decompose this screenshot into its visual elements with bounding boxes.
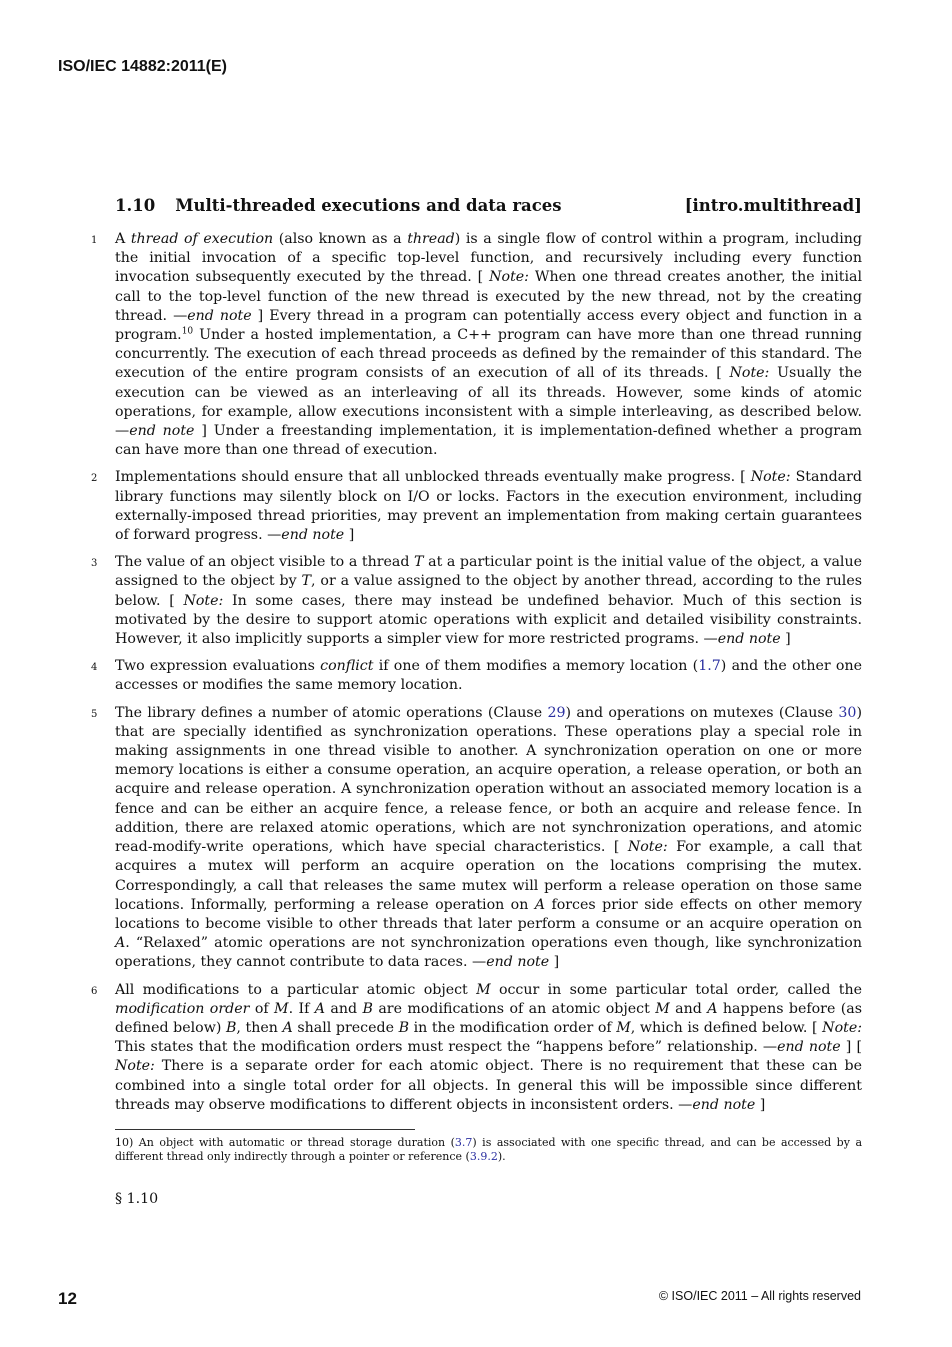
paragraph-4: 4 Two expression evaluations conflict if one of them modifies a memory location (1.7) and the other one accesses or modifies the same memory location.: [91, 658, 863, 694]
ref-link[interactable]: 3.7: [454, 1135, 473, 1149]
section-heading: [115, 196, 862, 215]
footnote-rule: [115, 1129, 415, 1130]
ref-link[interactable]: 1.7: [698, 658, 721, 675]
section-body: [91, 230, 863, 1165]
section-number: 1.10: [115, 196, 156, 215]
paragraph-number: 5: [91, 708, 98, 720]
section-title: Multi-threaded executions and data races: [175, 196, 562, 215]
paragraph-number: 1: [91, 235, 98, 246]
paragraph-number: 4: [91, 662, 98, 674]
paragraph-number: 3: [91, 558, 98, 570]
paragraph-3: 3 The value of an object visible to a thread T at a particular point is the initial value of the object, a value assigned to the object by T, or a value assigned to the object by another thread, according to the rules below. [ Note: In some cases, there may instead be undefined behavior. Much of this section is motivated by the desire to support atomic operations with explicit and detailed visibility constraints. However, it also implicitly supports a simpler view for more restricted programs. —end note ]: [91, 554, 862, 648]
paragraph-6: 6 All modifications to a particular atomic object M occur in some particular total order, called the modification order of M. If A and B are modifications of an atomic object M and A happens before (as defined below) B, then A shall precede B in the modification order of M, which is defined below. [ Note: This states that the modification orders must respect the “happens before” relationship. —end note ] [ Note: There is a separate order for each atomic object. There is no requirement that these can be combined into a single total order for all objects. In general this will be impossible since different threads may observe modifications to different objects in inconsistent orders. —end note ]: [91, 981, 863, 1113]
paragraph-number: 6: [91, 985, 98, 997]
document-id-header: ISO/IEC 14882:2011(E): [58, 58, 227, 75]
page-number: 12: [58, 1289, 77, 1308]
footnote-number: 10: [115, 1135, 129, 1149]
copyright-notice: © ISO/IEC 2011 – All rights reserved: [658, 1289, 861, 1303]
section-tag: [intro.multithread]: [684, 196, 862, 215]
ref-link[interactable]: 3.9.2: [469, 1150, 498, 1164]
paragraph-5: 5 The library defines a number of atomic operations (Clause 29) and operations on mutexes (Clause 30) that are specially identified as synchronization operations. These operations play a special role in making assignments in one thread visible to another. A synchronization operation on one or more memory locations is either a consume operation, an acquire operation, a release operation, or both an acquire and release operation. A synchronization operation without an associated memory location is a fence and can be either an acquire fence, a release fence, or both an acquire and release fence. In addition, there are relaxed atomic operations, which are not synchronization operations, and atomic read-modify-write operations, which have special characteristics. [ Note: For example, a call that acquires a mutex will perform an acquire operation on the locations comprising the mutex. Correspondingly, a call that releases the same mutex will perform a release operation on those same locations. Informally, performing a release operation on A forces prior side effects on other memory locations to become visible to other threads that later perform a consume or an acquire operation on A. “Relaxed” atomic operations are not synchronization operations even though, like synchronization operations, they cannot contribute to data races. —end note ]: [91, 704, 862, 971]
footer-section-ref: § 1.10: [115, 1191, 159, 1207]
ref-link[interactable]: 30: [838, 704, 857, 721]
paragraph-number: 2: [91, 473, 98, 485]
ref-link[interactable]: 29: [547, 704, 566, 721]
footnote-marker: 10: [181, 326, 194, 337]
footnote-10: 10) An object with automatic or thread storage duration (3.7) is associated with one specific thread, and can be accessed by a different thread only indirectly through a pointer or reference (3.9.2).: [115, 1135, 862, 1164]
paragraph-1: 1 A thread of execution (also known as a thread) is a single flow of control within a program, including the initial invocation of a specific top-level function, and recursively including every function invocation subsequently executed by the thread. [ Note: When one thread creates another, the initial call to the top-level function of the new thread is executed by the new thread, not by the creating thread. —end note ] Every thread in a program can potentially access every object and function in a program.$^{10}$ Under a hosted implementation, a C++ program can have more than one thread running concurrently. The execution of each thread proceeds as defined by the remainder of this standard. The execution of the entire program consists of an execution of all of its threads. [ Note: Usually the execution can be viewed as an interleaving of all its threads. However, some kinds of atomic operations, for example, allow executions inconsistent with a simple interleaving, as described below. —end note ] Under a freestanding implementation, it is implementation-defined whether a program can have more than one thread of execution.: [91, 231, 863, 459]
paragraph-2: 2 Implementations should ensure that all unblocked threads eventually make progress. [ Note: Standard library functions may silently block on I/O or locks. Factors in the execution environment, including externally-imposed thread priorities, may prevent an implementation from making certain guarantees of forward progress. —end note ]: [91, 469, 862, 544]
